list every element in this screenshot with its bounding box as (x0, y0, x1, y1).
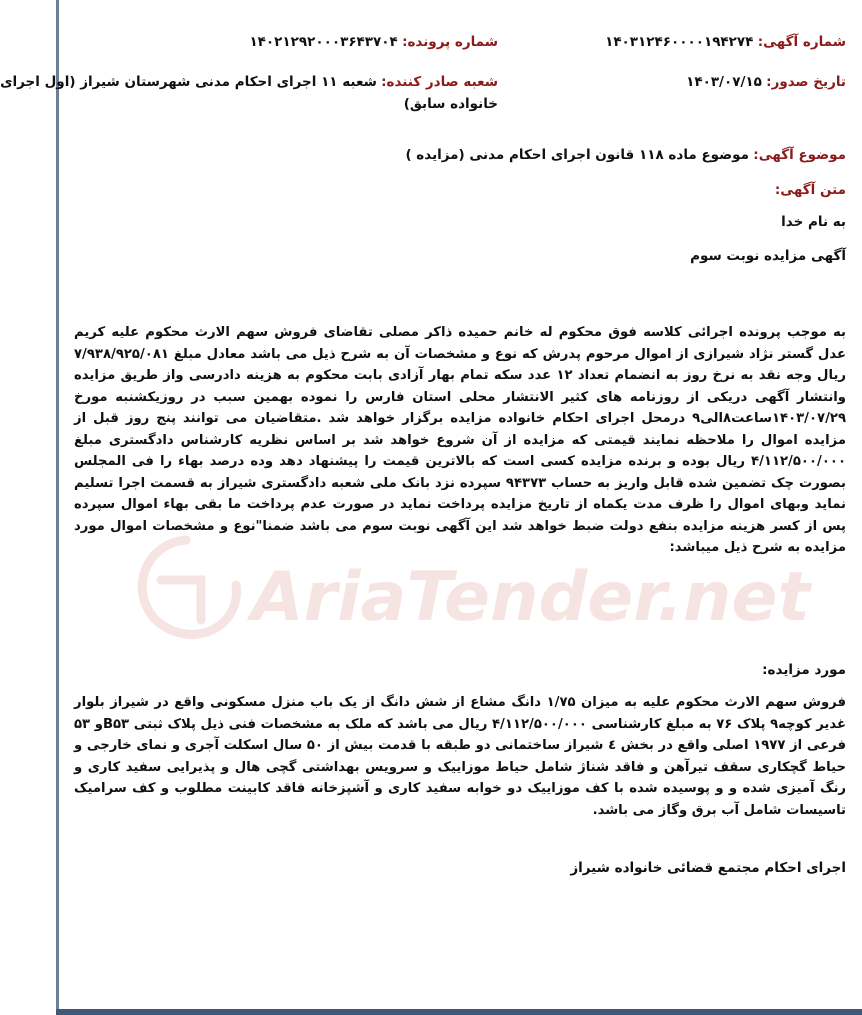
case-number-label: شماره پرونده: (402, 34, 498, 50)
watermark-text: AriaTender.net (251, 558, 811, 637)
watermark-logo-arrow (161, 580, 201, 620)
issuer-label: شعبه صادر کننده: (381, 74, 498, 90)
case-number-row (249, 34, 498, 50)
body-label: متن آگهی: (774, 182, 846, 198)
issuer-row (0, 74, 498, 90)
item-paragraph: فروش سهم الارث محکوم علیه به میزان ۱/۷۵ دانگ مشاع از شش دانگ از یک باب منزل مسکونی واقع در شیراز بلوار غدیر کوچه۹ پلاک ۷۶ به مبلغ کارشناسی ۴/۱۱۲/۵۰۰/۰۰۰ ریال می باشد که ملک به مشخصات فنی ذیل پلاک ثبتی B۵۳و ۵۳ فرعی از ۱۹۷۷ اصلی واقع در بخش ٤ شیراز ساختمانی دو طبقه با قدمت بیش از ۵۰ سال اسکلت آجری و نمای خارجی و حیاط گچکاری سقف تیرآهن و فاقد شناژ شامل حیاط موزاییک و سرویس بهداشتی گچی هال و پذیرایی سفید کاری و رنگ آمیزی شده و و پوسیده شده با کف موزاییک دو خوابه سفید کاری و آشپزخانه فاقد کابینت مطلوب و کف سرامیک تاسیسات شامل آب برق وگاز می باشد. (74, 695, 847, 818)
main-paragraph: به موجب پرونده اجرائی کلاسه فوق محکوم له خانم حمیده ذاکر مصلی تقاضای فروش سهم الارث محکوم علیه کریم عدل گستر نژاد شیرازی از اموال مرحوم پدرش که نوع و مشخصات آن به شرح ذیل می باشد معادل مبلغ ۷/۹۳۸/۹۲۵/۰۸۱ ریال وجه نقد به نرخ روز به انضمام تعداد ۱۲ عدد سکه تمام بهار آزادی بابت محکوم به هزینه دادرسی واز طریق مزایده وانتشار آگهی دریکی از روزنامه های کثیر الانتشار محلی استان فارس را نموده بهمین سبب در روزیکشنبه مورخ ۱۴۰۳/۰۷/۲۹ساعت۸الی۹ درمحل اجرای احکام خانواده مزایده برگزار خواهد شد .متقاضیان می توانند پنج روز قبل از مزایده اموال را ملاحظه نمایند قیمتی که مزایده از آن شروع خواهد شد بر اساس نظریه کارشناس دادگستری مبلغ ۴/۱۱۲/۵۰۰/۰۰۰ ریال بوده و برنده مزایده کسی است که بالاترین قیمت را پیشنهاد دهد وده درصد بهاء را فی المجلس بصورت چک تضمین شده قابل واریز به حساب ۹۴۳۷۳ سپرده نزد بانک ملی شعبه دادگستری شیراز به قسمت اجرا تسلیم نماید وبهای اموال را ظرف مدت یکماه از تاریخ مزایده پرداخت نماید در صورت عدم پرداخت ما بقی بهاء اموال سپرده پس از کسر هزینه مزایده بنفع دولت ضبط خواهد شد این آگهی نوبت سوم می باشد ضمنا"نوع و مشخصات اموال مورد مزایده به شرح ذیل میباشد: (74, 325, 847, 555)
ad-title: آگهی مزایده نوبت سوم (690, 248, 846, 264)
greeting: به نام خدا (781, 214, 846, 230)
ad-number-value: ۱۴۰۳۱۲۴۶۰۰۰۰۱۹۴۲۷۴ (605, 34, 754, 50)
window-left-edge (56, 0, 59, 1015)
subject-label: موضوع آگهی: (753, 147, 846, 163)
ad-number-label: شماره آگهی: (757, 34, 846, 50)
item-label: مورد مزایده: (762, 662, 846, 678)
issue-date-row (686, 74, 846, 90)
ad-number-row (605, 34, 846, 50)
issue-date-label: تاریخ صدور: (766, 74, 846, 90)
issue-date-value: ۱۴۰۳/۰۷/۱۵ (686, 74, 762, 90)
case-number-value: ۱۴۰۲۱۲۹۲۰۰۰۳۶۴۳۷۰۴ (249, 34, 398, 50)
issuer-value-line1: شعبه ۱۱ اجرای احکام مدنی شهرستان شیراز (اول اجرای (0, 74, 377, 90)
issuer-value-line2: خانواده سابق) (403, 96, 498, 112)
subject-row (405, 147, 846, 163)
signature: اجرای احکام مجتمع قضائی خانواده شیراز (570, 860, 846, 876)
window-bottom-bar (56, 1009, 862, 1015)
subject-value: موضوع ماده ۱۱۸ قانون اجرای احکام مدنی (مزایده ) (405, 147, 749, 163)
